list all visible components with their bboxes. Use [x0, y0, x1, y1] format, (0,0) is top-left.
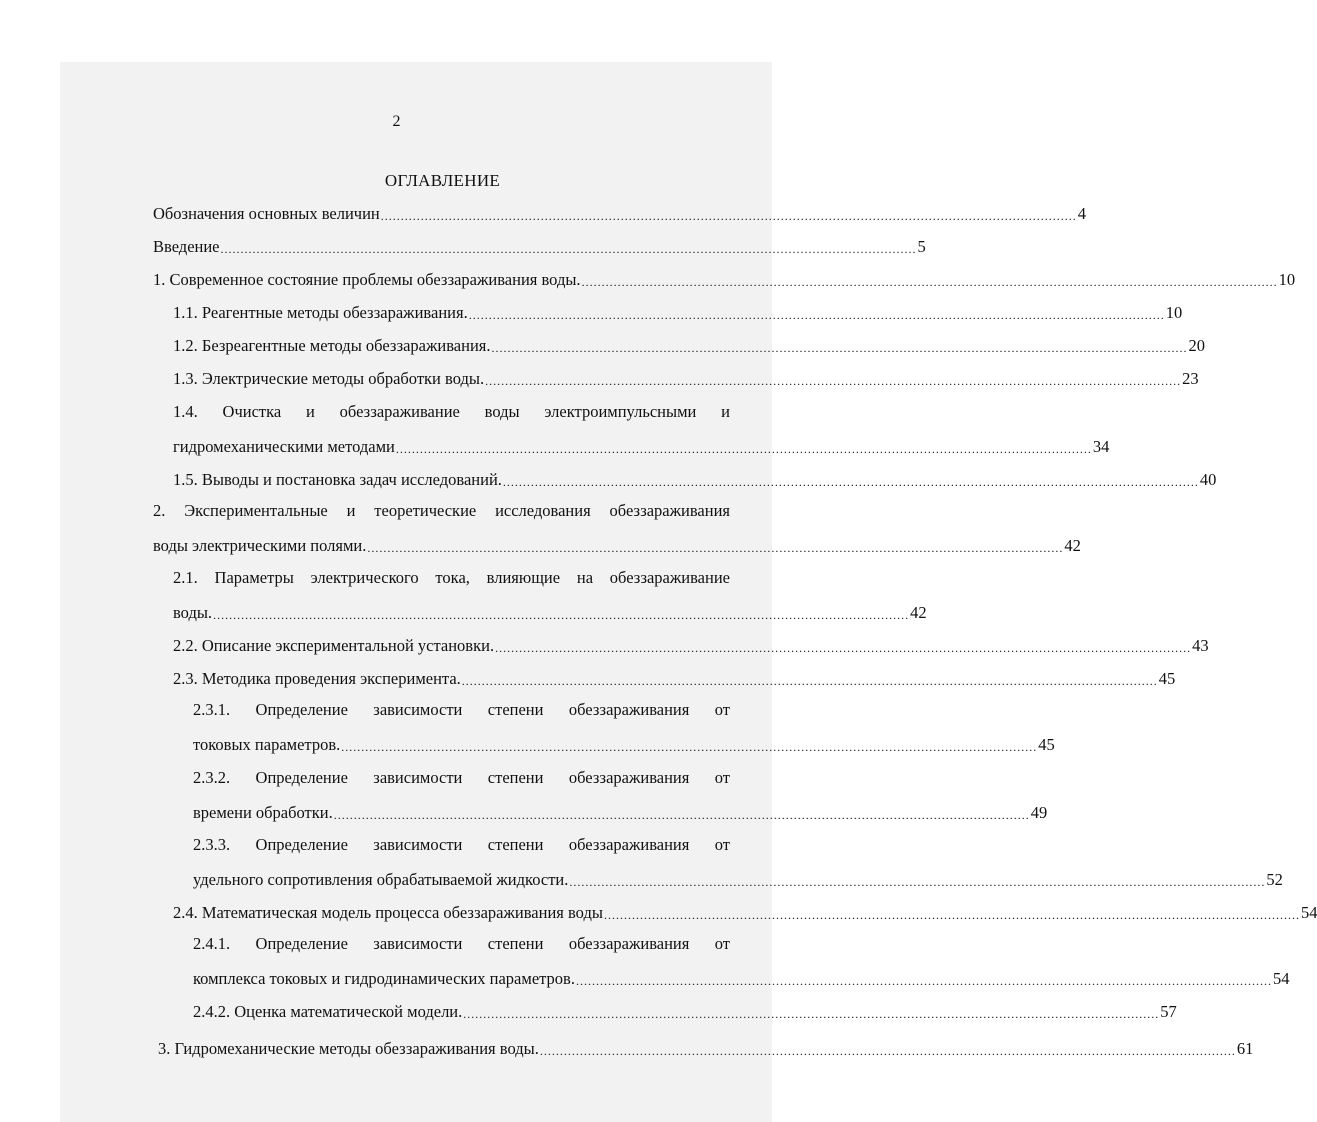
toc-entry-page: 61 [1236, 1039, 1254, 1058]
toc-entry-page: 34 [1092, 437, 1110, 456]
toc-entry-label: 2.2. Описание экспериментальной установки. [173, 636, 495, 655]
toc-leader-dots: .............................................................................................................................................................................. [213, 608, 910, 622]
toc-entry-label: 1.2. Безреагентные методы обеззараживания. [173, 336, 491, 355]
toc-entry-section-1-2 [173, 333, 1205, 357]
toc-entry-chapter-2-line1: 2. Экспериментальные и теоретические исследования обеззараживания [153, 501, 730, 520]
toc-entry-page: 49 [1030, 803, 1048, 822]
toc-entry-page: 54 [1300, 903, 1317, 922]
toc-entry-section-2-1 [173, 600, 927, 624]
toc-entry-label: 2.3. Методика проведения эксперимента. [173, 669, 461, 688]
toc-entry-section-1-1 [173, 300, 1183, 324]
toc-entry-page: 10 [1165, 303, 1183, 322]
toc-entry-page: 20 [1188, 336, 1205, 355]
toc-entry-introduction [153, 234, 926, 258]
toc-entry-page: 5 [917, 237, 926, 256]
toc-entry-section-1-5 [173, 467, 1217, 491]
toc-entry-page: 45 [1038, 735, 1055, 754]
toc-entry-section-2-3-2-line1: 2.3.2. Определение зависимости степени обеззараживания от [193, 768, 730, 787]
toc-entry-page: 45 [1158, 669, 1176, 688]
toc-entry-section-1-3 [173, 366, 1199, 390]
toc-entry-page: 23 [1182, 369, 1199, 388]
toc-entry-section-2-2 [173, 633, 1209, 657]
toc-entry-label: комплекса токовых и гидродинамических параметров. [193, 969, 575, 988]
toc-entry-label: Обозначения основных величин [153, 204, 380, 223]
toc-leader-dots: .............................................................................................................................................................................. [468, 308, 1165, 322]
toc-leader-dots: .............................................................................................................................................................................. [461, 674, 1158, 688]
toc-entry-page: 42 [910, 603, 927, 622]
toc-entry-section-2-4-1 [193, 966, 1290, 990]
toc-entry-section-1-4-line1: 1.4. Очистка и обеззараживание воды электроимпульсными и [173, 402, 730, 421]
toc-leader-dots: .............................................................................................................................................................................. [220, 242, 917, 256]
toc-entry-label: воды электрическими полями. [153, 536, 367, 555]
toc-entry-page: 43 [1192, 636, 1209, 655]
toc-entry-label: воды. [173, 603, 213, 622]
toc-entry-section-2-3 [173, 666, 1176, 690]
toc-entry-label: 2.4. Математическая модель процесса обеззараживания воды [173, 903, 603, 922]
toc-leader-dots: .............................................................................................................................................................................. [569, 875, 1266, 889]
toc-leader-dots: .............................................................................................................................................................................. [380, 209, 1077, 223]
toc-entry-section-2-4 [173, 900, 1317, 924]
toc-leader-dots: .............................................................................................................................................................................. [333, 808, 1030, 822]
toc-entry-page: 4 [1077, 204, 1087, 223]
toc-entry-section-2-3-1-line1: 2.3.1. Определение зависимости степени обеззараживания от [193, 700, 730, 719]
toc-leader-dots: .............................................................................................................................................................................. [485, 374, 1182, 388]
page-number: 2 [392, 113, 401, 130]
toc-entry-section-2-3-3 [193, 867, 1283, 891]
toc-leader-dots: .............................................................................................................................................................................. [395, 442, 1092, 456]
toc-entry-section-2-3-3-line1: 2.3.3. Определение зависимости степени обеззараживания от [193, 835, 730, 854]
toc-leader-dots: .............................................................................................................................................................................. [341, 740, 1038, 754]
toc-entry-symbols [153, 201, 1087, 225]
toc-entry-section-2-4-1-line1: 2.4.1. Определение зависимости степени обеззараживания от [193, 934, 730, 953]
toc-entry-page: 40 [1199, 470, 1217, 489]
toc-entry-label: 3. Гидромеханические методы обеззараживания воды. [158, 1039, 539, 1058]
toc-entry-page: 42 [1064, 536, 1081, 555]
toc-entry-label: времени обработки. [193, 803, 333, 822]
toc-entry-chapter-1 [153, 267, 1296, 291]
toc-entry-section-2-4-2 [193, 999, 1177, 1023]
toc-leader-dots: .............................................................................................................................................................................. [502, 475, 1199, 489]
toc-entry-label: 1.5. Выводы и постановка задач исследований. [173, 470, 502, 489]
toc-entry-label: Введение [153, 237, 220, 256]
toc-entry-label: 1.3. Электрические методы обработки воды. [173, 369, 485, 388]
toc-entry-section-2-1-line1: 2.1. Параметры электрического тока, влияющие на обеззараживание [173, 568, 730, 587]
toc-leader-dots: .............................................................................................................................................................................. [603, 908, 1300, 922]
toc-entry-page: 54 [1272, 969, 1290, 988]
toc-leader-dots: .............................................................................................................................................................................. [539, 1044, 1236, 1058]
toc-entry-label: удельного сопротивления обрабатываемой жидкости. [193, 870, 569, 889]
toc-entry-page: 57 [1160, 1002, 1177, 1021]
toc-leader-dots: .............................................................................................................................................................................. [463, 1007, 1160, 1021]
toc-entry-label: 2.4.2. Оценка математической модели. [193, 1002, 463, 1021]
toc-leader-dots: .............................................................................................................................................................................. [367, 541, 1064, 555]
toc-entry-section-2-3-2 [193, 800, 1048, 824]
toc-entry-label: токовых параметров. [193, 735, 341, 754]
toc-entry-chapter-2 [153, 533, 1081, 557]
toc-leader-dots: .............................................................................................................................................................................. [581, 275, 1278, 289]
toc-leader-dots: .............................................................................................................................................................................. [575, 974, 1272, 988]
toc-entry-section-2-3-1 [193, 732, 1055, 756]
toc-entry-chapter-3 [158, 1036, 1254, 1060]
toc-title: ОГЛАВЛЕНИЕ [384, 171, 501, 190]
toc-entry-label: 1.1. Реагентные методы обеззараживания. [173, 303, 468, 322]
toc-entry-label: 1. Современное состояние проблемы обеззараживания воды. [153, 270, 581, 289]
toc-leader-dots: .............................................................................................................................................................................. [495, 641, 1192, 655]
toc-entry-page: 10 [1278, 270, 1296, 289]
toc-entry-section-1-4 [173, 434, 1110, 458]
toc-leader-dots: .............................................................................................................................................................................. [491, 341, 1188, 355]
toc-entry-page: 52 [1266, 870, 1283, 889]
toc-entry-label: гидромеханическими методами [173, 437, 395, 456]
